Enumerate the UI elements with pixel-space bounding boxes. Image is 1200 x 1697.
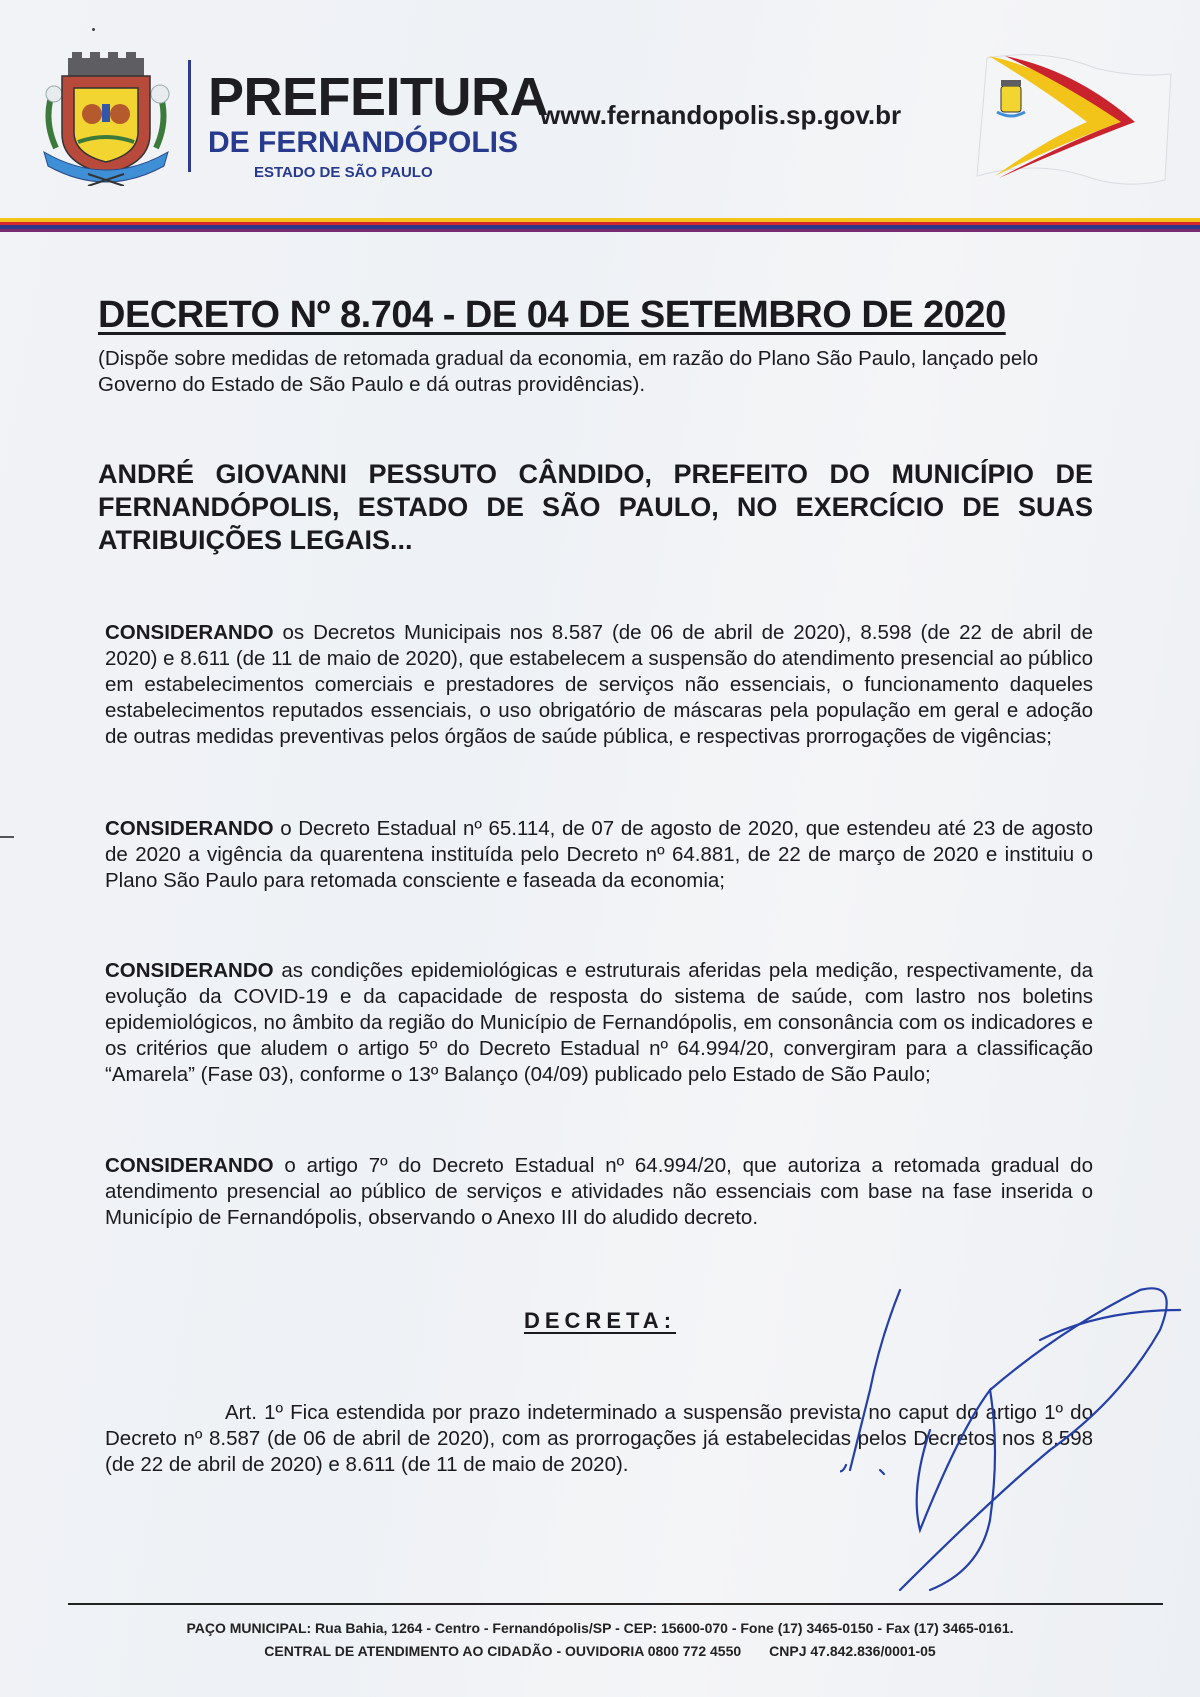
- municipal-flag-icon: [975, 50, 1175, 190]
- considerando-lead: CONSIDERANDO: [105, 1154, 274, 1177]
- decree-title: DECRETO Nº 8.704 - DE 04 DE SETEMBRO DE 2020: [98, 294, 1006, 336]
- considerando-lead: CONSIDERANDO: [105, 959, 274, 982]
- considerando-lead: CONSIDERANDO: [105, 621, 274, 644]
- footer-ouvidoria: CENTRAL DE ATENDIMENTO AO CIDADÃO - OUVIDORIA 0800 772 4550: [264, 1643, 742, 1659]
- municipal-crest-icon: [36, 48, 176, 186]
- brand-subtitle: DE FERNANDÓPOLIS: [208, 126, 519, 159]
- scan-speck: [92, 28, 95, 31]
- considerando-4: [105, 1153, 1093, 1231]
- header-color-stripes: [0, 218, 1200, 232]
- considerando-2: [105, 816, 1093, 894]
- brand-state: ESTADO DE SÃO PAULO: [254, 164, 433, 181]
- footer-address: PAÇO MUNICIPAL: Rua Bahia, 1264 - Centro - Fernandópolis/SP - CEP: 15600-070 - Fone (17) 3465-0150 - Fax (17) 3465-0161.: [186, 1620, 1014, 1636]
- margin-mark: [0, 836, 14, 838]
- mayor-authority-statement: ANDRÉ GIOVANNI PESSUTO CÂNDIDO, PREFEITO DO MUNICÍPIO DE FERNANDÓPOLIS, ESTADO DE SÃO PAULO, NO EXERCÍCIO DE SUAS ATRIBUIÇÕES LEGAIS...: [98, 459, 1093, 555]
- considerando-text: os Decretos Municipais nos 8.587 (de 06 de abril de 2020), 8.598 (de 22 de abril de 2020) e 8.611 (de 11 de maio de 2020), que estabelecem a suspensão do atendimento presencial ao público em estabelecimentos comerciais e prestadores de serviços não essenciais, o funcionamento daqueles estabelecimentos reputados essenciais, o uso obrigatório de máscaras pela população em geral e adoção de outras medidas preventivas pelos órgãos de saúde pública, e respectivas prorrogações de vigências;: [105, 621, 1093, 748]
- header-divider: [188, 60, 191, 172]
- decreta-label: DECRETA:: [523, 1308, 677, 1333]
- considerando-text: o Decreto Estadual nº 65.114, de 07 de agosto de 2020, que estendeu até 23 de agosto de 2020 a vigência da quarentena instituída pelo Decreto nº 64.881, de 22 de março de 2020 e instituiu o Plano São Paulo para retomada consciente e faseada da economia;: [105, 817, 1093, 892]
- brand-title: PREFEITURA: [208, 67, 549, 127]
- website-url: www.fernandopolis.sp.gov.br: [540, 100, 902, 130]
- handwritten-signature-icon: [840, 1270, 1200, 1600]
- considerando-3: [105, 958, 1093, 1088]
- considerando-lead: CONSIDERANDO: [105, 817, 274, 840]
- considerando-text: o artigo 7º do Decreto Estadual nº 64.994/20, que autoriza a retomada gradual do atendimento presencial ao público de serviços e atividades não essenciais com base na fase inserida o Município de Fernandópolis, observando o Anexo III do aludido decreto.: [105, 1154, 1093, 1229]
- considerando-text: as condições epidemiológicas e estruturais aferidas pela medição, respectivamente, da evolução da COVID-19 e da capacidade de resposta do sistema de saúde, com lastro nos boletins epidemiológicos, no âmbito da região do Município de Fernandópolis, em consonância com os indicadores e os critérios que aludem o artigo 5º do Decreto Estadual nº 64.994/20, convergiram para a classificação “Amarela” (Fase 03), conforme o 13º Balanço (04/09) publicado pelo Estado de São Paulo;: [105, 959, 1093, 1086]
- article-1: Art. 1º Fica estendida por prazo indeterminado a suspensão prevista no caput do artigo 1º do Decreto nº 8.587 (de 06 de abril de 2020), com as prorrogações já estabelecidas pelos Decretos nos 8.598 (de 22 de abril de 2020) e 8.611 (de 11 de maio de 2020).: [105, 1401, 1093, 1476]
- considerando-1: [105, 620, 1093, 750]
- footer-divider: [68, 1603, 1163, 1605]
- footer-contact: [0, 1643, 1200, 1659]
- footer-cnpj: CNPJ 47.842.836/0001-05: [769, 1643, 936, 1659]
- decree-summary: (Dispõe sobre medidas de retomada gradual da economia, em razão do Plano São Paulo, lançado pelo Governo do Estado de São Paulo e dá outras providências).: [98, 347, 1039, 396]
